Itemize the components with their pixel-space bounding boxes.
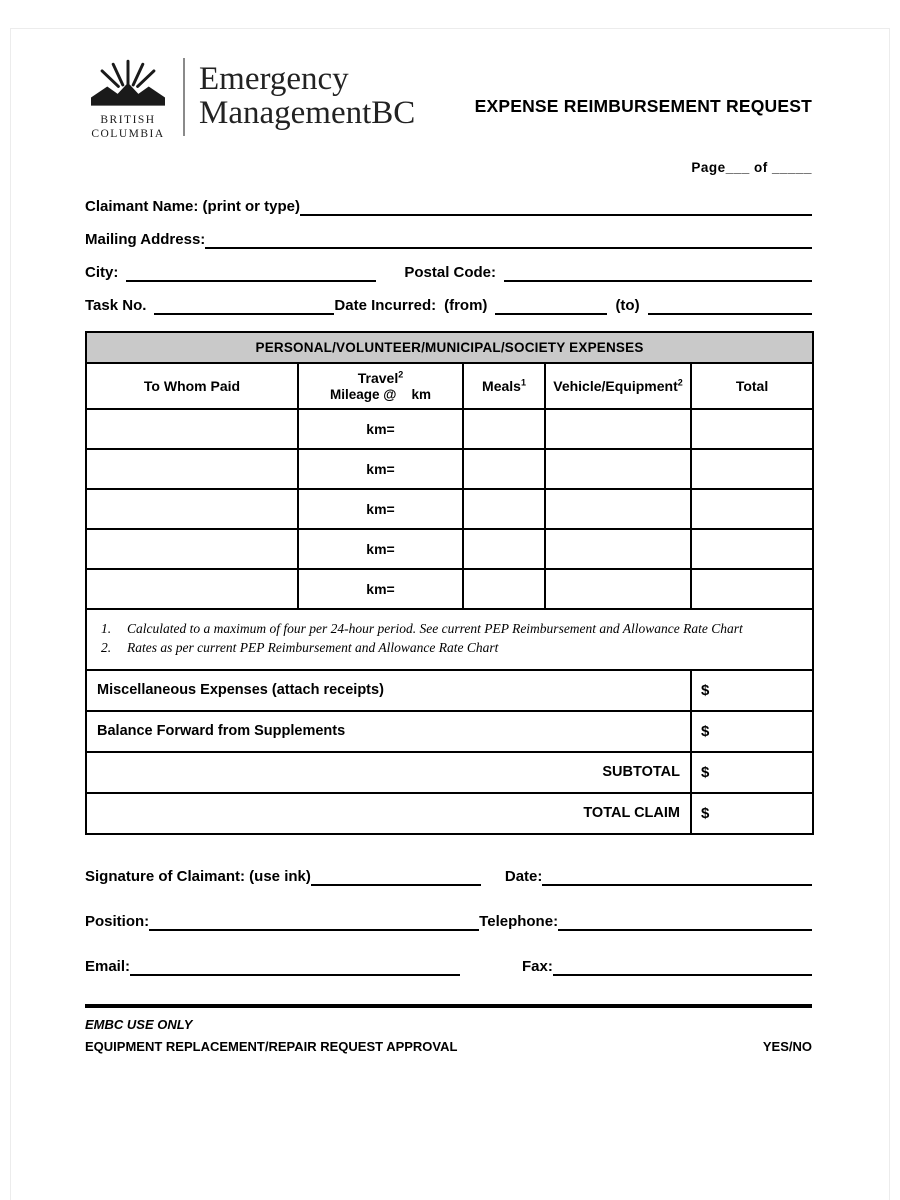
balance-forward-label: Balance Forward from Supplements bbox=[86, 711, 691, 752]
col-header-total: Total bbox=[691, 363, 813, 409]
brand-line1: Emergency bbox=[199, 61, 349, 97]
embc-use-only-label: EMBC USE ONLY bbox=[85, 1016, 193, 1032]
vehicle-cell[interactable] bbox=[545, 449, 691, 489]
position-line[interactable] bbox=[149, 914, 479, 931]
postal-code-line[interactable] bbox=[504, 265, 812, 282]
expense-row-2 bbox=[86, 449, 813, 489]
page-title: EXPENSE REIMBURSEMENT REQUEST bbox=[474, 96, 812, 116]
page-number-line: Page___ of _____ bbox=[691, 159, 812, 175]
to-whom-paid-cell[interactable] bbox=[86, 569, 298, 609]
total-cell[interactable] bbox=[691, 409, 813, 449]
meals-cell[interactable] bbox=[463, 569, 545, 609]
meals-cell[interactable] bbox=[463, 489, 545, 529]
misc-expenses-label: Miscellaneous Expenses (attach receipts) bbox=[86, 670, 691, 711]
claimant-name-line[interactable] bbox=[300, 199, 812, 216]
subtotal-row bbox=[86, 752, 813, 793]
total-claim-label: TOTAL CLAIM bbox=[86, 793, 691, 834]
task-date-row bbox=[85, 298, 812, 315]
travel-km-cell[interactable]: km= bbox=[298, 529, 463, 569]
travel-km-cell[interactable]: km= bbox=[298, 569, 463, 609]
mailing-address-row bbox=[85, 232, 812, 249]
signature-date-row bbox=[85, 869, 812, 886]
vehicle-footnote-marker: 2 bbox=[677, 377, 683, 388]
balance-forward-row bbox=[86, 711, 813, 752]
vehicle-cell[interactable] bbox=[545, 489, 691, 529]
signature-line[interactable] bbox=[311, 869, 481, 886]
expense-row-5 bbox=[86, 569, 813, 609]
subtotal-amount-cell[interactable]: $ bbox=[691, 752, 813, 793]
vehicle-cell[interactable] bbox=[545, 409, 691, 449]
logo-divider bbox=[183, 58, 185, 136]
col-header-to-whom-paid: To Whom Paid bbox=[86, 363, 298, 409]
total-claim-row bbox=[86, 793, 813, 834]
total-cell[interactable] bbox=[691, 489, 813, 529]
brand-suffix: BC bbox=[371, 95, 416, 132]
city-row bbox=[85, 265, 812, 282]
expense-table bbox=[85, 331, 814, 835]
from-label: (from) bbox=[444, 297, 488, 315]
claimant-fields bbox=[85, 199, 812, 315]
footer-divider bbox=[85, 1004, 812, 1008]
to-whom-paid-cell[interactable] bbox=[86, 529, 298, 569]
claimant-name-row bbox=[85, 199, 812, 216]
email-fax-row bbox=[85, 959, 812, 976]
title-block bbox=[415, 58, 812, 117]
brand-name bbox=[199, 58, 415, 131]
meals-cell[interactable] bbox=[463, 529, 545, 569]
misc-expenses-amount-cell[interactable]: $ bbox=[691, 670, 813, 711]
position-telephone-row bbox=[85, 914, 812, 931]
city-line[interactable] bbox=[126, 265, 376, 282]
date-from-line[interactable] bbox=[495, 298, 607, 315]
logo-wordmark bbox=[85, 113, 171, 142]
logo-wordmark-line1: BRITISH bbox=[100, 114, 156, 126]
to-whom-paid-cell[interactable] bbox=[86, 449, 298, 489]
misc-expenses-row bbox=[86, 670, 813, 711]
total-cell[interactable] bbox=[691, 529, 813, 569]
col-header-travel: Travel$^2$ Mileage @ km bbox=[298, 363, 463, 409]
date-to-line[interactable] bbox=[648, 298, 812, 315]
brand-line2: ManagementBC bbox=[199, 95, 416, 132]
meals-cell[interactable] bbox=[463, 449, 545, 489]
to-label: (to) bbox=[615, 297, 640, 315]
travel-footnote-marker: 2 bbox=[398, 369, 404, 380]
header bbox=[85, 58, 812, 142]
mailing-address-label: Mailing Address: bbox=[85, 231, 206, 249]
logo-wordmark-line2: COLUMBIA bbox=[91, 128, 165, 141]
equipment-approval-label: EQUIPMENT REPLACEMENT/REPAIR REQUEST APPROVAL bbox=[85, 1038, 458, 1054]
to-whom-paid-cell[interactable] bbox=[86, 489, 298, 529]
telephone-line[interactable] bbox=[558, 914, 812, 931]
fax-line[interactable] bbox=[553, 959, 812, 976]
position-label: Position: bbox=[85, 913, 150, 931]
mailing-address-line[interactable] bbox=[205, 232, 812, 249]
expense-table-title: PERSONAL/VOLUNTEER/MUNICIPAL/SOCIETY EXPENSES bbox=[86, 332, 813, 363]
expense-row-3 bbox=[86, 489, 813, 529]
vehicle-cell[interactable] bbox=[545, 569, 691, 609]
total-cell[interactable] bbox=[691, 449, 813, 489]
balance-forward-amount-cell[interactable]: $ bbox=[691, 711, 813, 752]
travel-km-cell[interactable]: km= bbox=[298, 409, 463, 449]
date-label: Date: bbox=[504, 868, 543, 886]
claimant-name-label: Claimant Name: (print or type) bbox=[85, 198, 301, 216]
col-header-vehicle-equipment: Vehicle/Equipment$^2$ bbox=[545, 363, 691, 409]
subtotal-label: SUBTOTAL bbox=[86, 752, 691, 793]
email-line[interactable] bbox=[130, 959, 460, 976]
col-header-meals: Meals$^1$ bbox=[463, 363, 545, 409]
footnote-2: 2. Rates as per current PEP Reimbursement and Allowance Rate Chart bbox=[101, 639, 499, 655]
bc-sun-mountains-icon bbox=[85, 58, 171, 111]
date-line[interactable] bbox=[542, 869, 812, 886]
city-label: City: bbox=[85, 264, 119, 282]
date-incurred-label: Date Incurred: bbox=[334, 297, 437, 315]
travel-km-cell[interactable]: km= bbox=[298, 449, 463, 489]
equipment-approval-row bbox=[85, 1039, 812, 1054]
vehicle-cell[interactable] bbox=[545, 529, 691, 569]
telephone-label: Telephone: bbox=[479, 913, 559, 931]
footnote-1: 1. Calculated to a maximum of four per 24-hour period. See current PEP Reimbursement and Allowance Rate Chart bbox=[101, 620, 743, 636]
expense-row-1 bbox=[86, 409, 813, 449]
yes-no-option[interactable]: YES/NO bbox=[762, 1038, 812, 1054]
mileage-subheader: Mileage @ km bbox=[330, 386, 431, 402]
meals-footnote-marker: 1 bbox=[520, 377, 526, 388]
expense-row-4 bbox=[86, 529, 813, 569]
total-cell[interactable] bbox=[691, 569, 813, 609]
task-no-label: Task No. bbox=[85, 297, 147, 315]
fax-label: Fax: bbox=[522, 958, 553, 976]
task-no-line[interactable] bbox=[154, 298, 334, 315]
total-claim-amount-cell[interactable]: $ bbox=[691, 793, 813, 834]
email-label: Email: bbox=[85, 958, 131, 976]
travel-km-cell[interactable]: km= bbox=[298, 489, 463, 529]
bc-logo bbox=[85, 58, 171, 142]
to-whom-paid-cell[interactable] bbox=[86, 409, 298, 449]
meals-cell[interactable] bbox=[463, 409, 545, 449]
signature-section bbox=[85, 869, 812, 976]
postal-code-label: Postal Code: bbox=[404, 264, 497, 282]
footnotes bbox=[86, 609, 813, 670]
signature-label: Signature of Claimant: (use ink) bbox=[85, 868, 311, 886]
